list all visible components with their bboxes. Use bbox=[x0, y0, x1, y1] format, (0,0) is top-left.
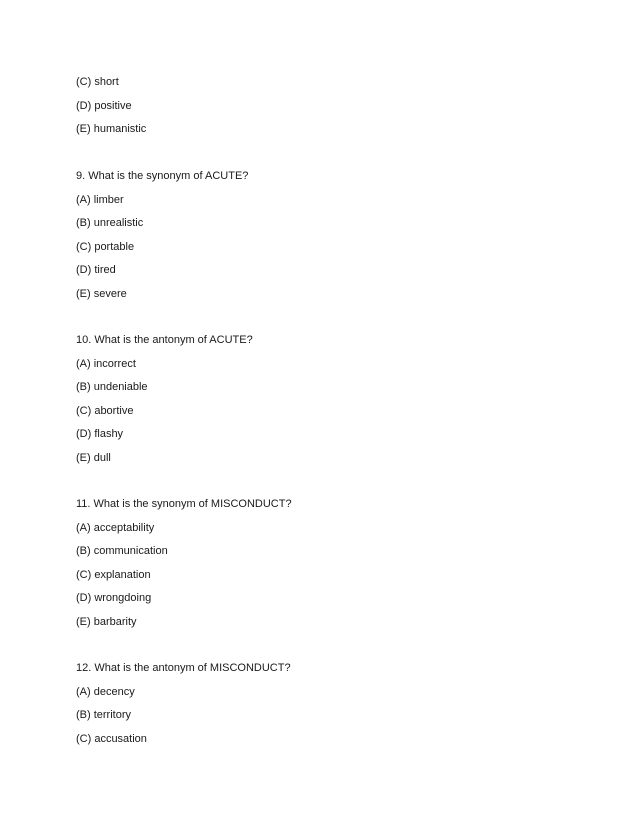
question-prompt: 12. What is the antonym of MISCONDUCT? bbox=[76, 662, 291, 674]
option-line: (B) territory bbox=[76, 709, 131, 721]
option-line: (B) communication bbox=[76, 545, 168, 557]
option-line: (E) barbarity bbox=[76, 616, 137, 628]
option-line: (C) abortive bbox=[76, 405, 134, 417]
option-line: (D) flashy bbox=[76, 428, 124, 440]
question-prompt: 9. What is the synonym of ACUTE? bbox=[76, 170, 249, 182]
question-prompt: 11. What is the synonym of MISCONDUCT? bbox=[76, 498, 292, 510]
option-line: (A) decency bbox=[76, 686, 135, 698]
option-line: (E) dull bbox=[76, 452, 111, 464]
option-line: (C) short bbox=[76, 76, 119, 88]
option-line: (B) unrealistic bbox=[76, 217, 144, 229]
option-line: (C) portable bbox=[76, 241, 135, 253]
option-line: (A) limber bbox=[76, 194, 124, 206]
option-line: (C) explanation bbox=[76, 569, 151, 581]
option-line: (D) tired bbox=[76, 264, 116, 276]
option-line: (E) severe bbox=[76, 288, 127, 300]
question-prompt: 10. What is the antonym of ACUTE? bbox=[76, 334, 253, 346]
option-line: (B) undeniable bbox=[76, 381, 148, 393]
option-line: (A) incorrect bbox=[76, 358, 136, 370]
option-line: (C) accusation bbox=[76, 733, 147, 745]
option-line: (D) wrongdoing bbox=[76, 592, 152, 604]
option-line: (D) positive bbox=[76, 100, 132, 112]
option-line: (A) acceptability bbox=[76, 522, 155, 534]
option-line: (E) humanistic bbox=[76, 123, 147, 135]
